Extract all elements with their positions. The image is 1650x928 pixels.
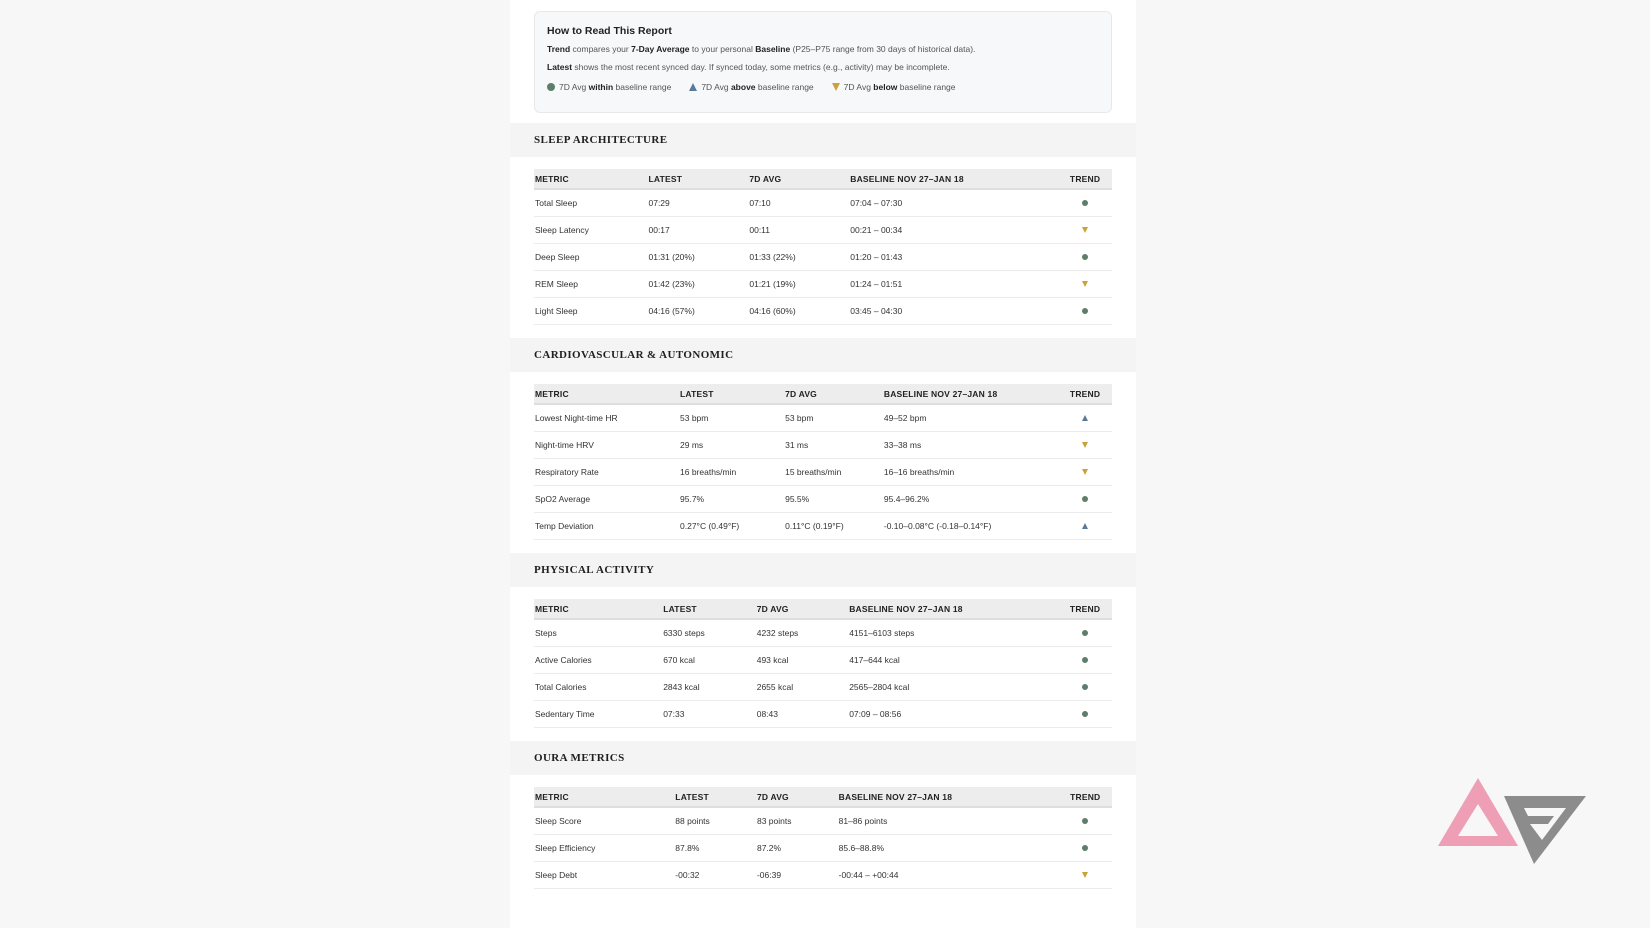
baseline-range: 95.4–96.2% — [883, 485, 1070, 512]
metric-name: Deep Sleep — [534, 243, 647, 270]
table-row — [534, 834, 1112, 861]
baseline-range: 00:21 – 00:34 — [849, 216, 1070, 243]
circle-icon — [1082, 308, 1088, 314]
seven-day-avg: -06:39 — [756, 861, 838, 888]
latest-value: 2843 kcal — [662, 673, 756, 700]
latest-value: -00:32 — [674, 861, 756, 888]
circle-icon — [1082, 711, 1088, 717]
trend-indicator — [1070, 834, 1112, 861]
table-row — [534, 646, 1112, 673]
circle-icon — [1082, 657, 1088, 663]
section-oura-metrics — [510, 741, 1136, 889]
table-header-row — [534, 599, 1112, 619]
baseline-range: 4151–6103 steps — [848, 619, 1070, 646]
latest-value: 95.7% — [679, 485, 784, 512]
legend-above: 7D Avg above baseline range — [689, 82, 813, 92]
baseline-range: 33–38 ms — [883, 431, 1070, 458]
metric-name: Sleep Latency — [534, 216, 647, 243]
baseline-range: 2565–2804 kcal — [848, 673, 1070, 700]
column-header: METRIC — [535, 603, 569, 614]
trend-indicator — [1070, 619, 1112, 646]
legend-within: 7D Avg within baseline range — [547, 82, 671, 92]
seven-day-avg: 95.5% — [784, 485, 883, 512]
column-header: 7D AVG — [749, 173, 782, 184]
table-row — [534, 297, 1112, 324]
seven-day-avg: 01:21 (19%) — [748, 270, 849, 297]
metric-name: Night-time HRV — [534, 431, 679, 458]
seven-day-avg: 4232 steps — [756, 619, 848, 646]
baseline-range: 81–86 points — [838, 807, 1070, 834]
metric-name: Sleep Efficiency — [534, 834, 674, 861]
section-title: PHYSICAL ACTIVITY — [510, 553, 1136, 587]
metric-name: Total Sleep — [534, 189, 647, 216]
latest-value: 07:29 — [647, 189, 748, 216]
metric-name: Sedentary Time — [534, 700, 662, 727]
latest-value: 53 bpm — [679, 404, 784, 431]
column-header: METRIC — [535, 173, 569, 184]
table-row — [534, 458, 1112, 485]
seven-day-avg: 83 points — [756, 807, 838, 834]
table-row — [534, 431, 1112, 458]
table-row — [534, 404, 1112, 431]
trend-indicator — [1070, 485, 1112, 512]
latest-value: 88 points — [674, 807, 756, 834]
metrics-table — [534, 787, 1112, 889]
legend-below: 7D Avg below baseline range — [832, 82, 956, 92]
seven-day-avg: 15 breaths/min — [784, 458, 883, 485]
column-header: TREND — [1070, 791, 1101, 802]
trend-legend — [547, 82, 1099, 92]
circle-icon — [1082, 496, 1088, 502]
latest-value: 0.27°C (0.49°F) — [679, 512, 784, 539]
column-header: BASELINE NOV 27–JAN 18 — [838, 791, 953, 802]
triangle-up-icon — [1082, 415, 1088, 421]
table-row — [534, 189, 1112, 216]
column-header: BASELINE NOV 27–JAN 18 — [883, 388, 998, 399]
baseline-range: 49–52 bpm — [883, 404, 1070, 431]
guide-title: How to Read This Report — [547, 25, 672, 37]
circle-icon — [547, 83, 555, 91]
column-header: TREND — [1069, 388, 1101, 399]
table-header-row — [534, 169, 1112, 189]
latest-value: 16 breaths/min — [679, 458, 784, 485]
trend-indicator — [1070, 807, 1112, 834]
triangle-down-icon — [1082, 281, 1088, 287]
how-to-read-panel — [534, 11, 1112, 113]
section-title: CARDIOVASCULAR & AUTONOMIC — [510, 338, 1136, 372]
seven-day-avg: 53 bpm — [784, 404, 883, 431]
latest-value: 670 kcal — [662, 646, 756, 673]
trend-indicator — [1070, 189, 1112, 216]
baseline-range: 01:20 – 01:43 — [849, 243, 1070, 270]
trend-indicator — [1070, 404, 1112, 431]
metric-name: Steps — [534, 619, 662, 646]
circle-icon — [1082, 254, 1088, 260]
table-row — [534, 270, 1112, 297]
column-header: 7D AVG — [756, 791, 789, 802]
triangle-down-icon — [1082, 872, 1088, 878]
latest-value: 01:31 (20%) — [647, 243, 748, 270]
metrics-table — [534, 599, 1112, 728]
column-header: TREND — [1069, 173, 1101, 184]
circle-icon — [1082, 200, 1088, 206]
triangle-up-icon — [689, 83, 697, 91]
baseline-range: -0.10–0.08°C (-0.18–0.14°F) — [883, 512, 1070, 539]
baseline-range: 16–16 breaths/min — [883, 458, 1070, 485]
metric-name: Lowest Night-time HR — [534, 404, 679, 431]
latest-value: 07:33 — [662, 700, 756, 727]
column-header: LATEST — [663, 603, 697, 614]
trend-indicator — [1070, 512, 1112, 539]
circle-icon — [1082, 630, 1088, 636]
trend-indicator — [1070, 270, 1112, 297]
section-cardiovascular-autonomic — [510, 338, 1136, 540]
circle-icon — [1082, 684, 1088, 690]
seven-day-avg: 01:33 (22%) — [748, 243, 849, 270]
section-physical-activity — [510, 553, 1136, 728]
metric-name: Temp Deviation — [534, 512, 679, 539]
baseline-range: 417–644 kcal — [848, 646, 1070, 673]
trend-indicator — [1070, 431, 1112, 458]
column-header: METRIC — [535, 791, 569, 802]
triangle-down-icon — [1082, 469, 1088, 475]
metric-name: Active Calories — [534, 646, 662, 673]
baseline-range: 03:45 – 04:30 — [849, 297, 1070, 324]
column-header: 7D AVG — [756, 603, 789, 614]
column-header: LATEST — [648, 173, 683, 184]
metric-name: Sleep Debt — [534, 861, 674, 888]
section-title: SLEEP ARCHITECTURE — [510, 123, 1136, 157]
metric-name: Total Calories — [534, 673, 662, 700]
table-row — [534, 861, 1112, 888]
table-row — [534, 673, 1112, 700]
trend-indicator — [1070, 700, 1112, 727]
triangle-down-icon — [832, 83, 840, 91]
watermark-logo — [1438, 776, 1590, 868]
table-row — [534, 485, 1112, 512]
triangle-down-icon — [1082, 227, 1088, 233]
metric-name: Respiratory Rate — [534, 458, 679, 485]
metric-name: REM Sleep — [534, 270, 647, 297]
column-header: BASELINE NOV 27–JAN 18 — [850, 173, 964, 184]
table-row — [534, 619, 1112, 646]
seven-day-avg: 00:11 — [748, 216, 849, 243]
baseline-range: -00:44 – +00:44 — [838, 861, 1070, 888]
trend-indicator — [1070, 673, 1112, 700]
seven-day-avg: 2655 kcal — [756, 673, 848, 700]
metrics-table — [534, 169, 1112, 325]
baseline-range: 01:24 – 01:51 — [849, 270, 1070, 297]
seven-day-avg: 08:43 — [756, 700, 848, 727]
table-row — [534, 216, 1112, 243]
column-header: 7D AVG — [785, 388, 817, 399]
column-header: LATEST — [675, 791, 709, 802]
trend-indicator — [1070, 297, 1112, 324]
column-header: LATEST — [680, 388, 714, 399]
guide-latest-explanation: Latest shows the most recent synced day. If synced today, some metrics (e.g., activity) may be incomplete. — [547, 62, 950, 72]
trend-indicator — [1070, 861, 1112, 888]
column-header: TREND — [1069, 603, 1101, 614]
latest-value: 01:42 (23%) — [647, 270, 748, 297]
table-row — [534, 807, 1112, 834]
triangle-up-icon — [1082, 523, 1088, 529]
circle-icon — [1082, 845, 1088, 851]
latest-value: 29 ms — [679, 431, 784, 458]
latest-value: 6330 steps — [662, 619, 756, 646]
latest-value: 87.8% — [674, 834, 756, 861]
column-header: BASELINE NOV 27–JAN 18 — [849, 603, 963, 614]
seven-day-avg: 87.2% — [756, 834, 838, 861]
baseline-range: 07:04 – 07:30 — [849, 189, 1070, 216]
triangle-down-icon — [1082, 442, 1088, 448]
metric-name: Sleep Score — [534, 807, 674, 834]
metrics-table — [534, 384, 1112, 540]
seven-day-avg: 493 kcal — [756, 646, 848, 673]
baseline-range: 07:09 – 08:56 — [848, 700, 1070, 727]
section-title: OURA METRICS — [510, 741, 1136, 775]
baseline-range: 85.6–88.8% — [838, 834, 1070, 861]
column-header: METRIC — [535, 388, 569, 399]
table-row — [534, 243, 1112, 270]
table-header-row — [534, 384, 1112, 404]
circle-icon — [1082, 818, 1088, 824]
report-page — [510, 0, 1136, 928]
seven-day-avg: 07:10 — [748, 189, 849, 216]
trend-indicator — [1070, 646, 1112, 673]
latest-value: 00:17 — [647, 216, 748, 243]
seven-day-avg: 0.11°C (0.19°F) — [784, 512, 883, 539]
section-sleep-architecture — [510, 123, 1136, 325]
metric-name: Light Sleep — [534, 297, 647, 324]
table-row — [534, 512, 1112, 539]
latest-value: 04:16 (57%) — [647, 297, 748, 324]
table-row — [534, 700, 1112, 727]
trend-indicator — [1070, 458, 1112, 485]
guide-trend-explanation: Trend compares your 7-Day Average to your personal Baseline (P25–P75 range from 30 days of historical data). — [547, 44, 976, 54]
metric-name: SpO2 Average — [534, 485, 679, 512]
trend-indicator — [1070, 216, 1112, 243]
trend-indicator — [1070, 243, 1112, 270]
table-header-row — [534, 787, 1112, 807]
seven-day-avg: 31 ms — [784, 431, 883, 458]
seven-day-avg: 04:16 (60%) — [748, 297, 849, 324]
